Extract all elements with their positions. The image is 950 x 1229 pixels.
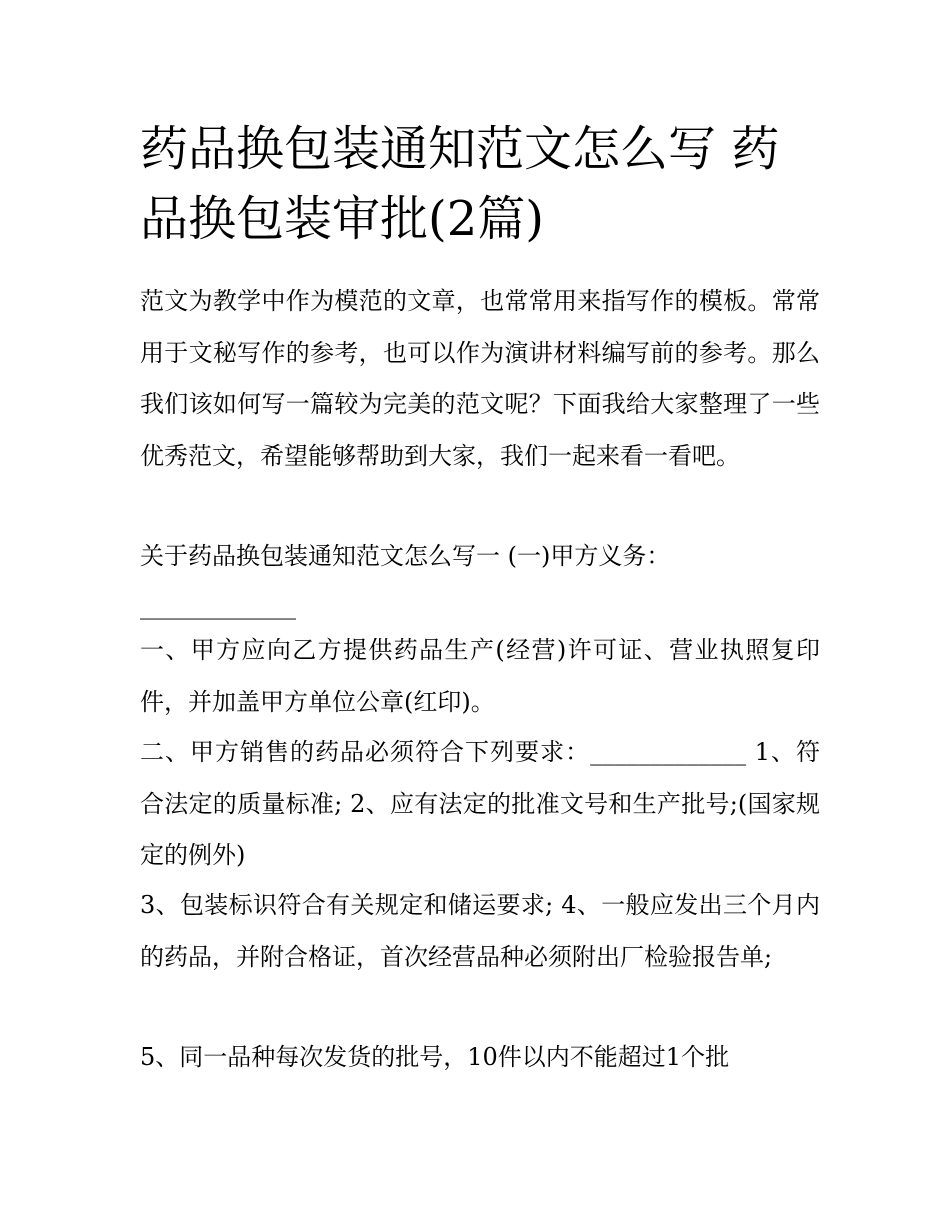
blank-line: _____________ — [140, 592, 296, 620]
clause-2: 二、甲方销售的药品必须符合下列要求：_____________ 1、符合法定的质量标准; 2、应有法定的批准文号和生产批号;(国家规定的例外) — [140, 738, 820, 869]
clause-5: 5、同一品种每次发货的批号，10件以内不能超过1个批 — [140, 1043, 730, 1071]
section-heading: 关于药品换包装通知范文怎么写一 (一)甲方义务： — [140, 542, 671, 570]
clause-3-4: 3、包装标识符合有关规定和储运要求; 4、一般应发出三个月内的药品，并附合格证，首次经营品种必须附出厂检验报告单; — [140, 891, 820, 971]
document-title: 药品换包装通知范文怎么写 药品换包装审批(2篇) — [140, 121, 780, 247]
intro-paragraph: 范文为教学中作为模范的文章，也常常用来指写作的模板。常常用于文秘写作的参考，也可以作为演讲材料编写前的参考。那么我们该如何写一篇较为完美的范文呢？下面我给大家整理了一些优秀范文，希望能够帮助到大家，我们一起来看一看吧。 — [140, 287, 820, 470]
clause-1: 一、甲方应向乙方提供药品生产(经营)许可证、营业执照复印件，并加盖甲方单位公章(红印)。 — [140, 636, 820, 716]
